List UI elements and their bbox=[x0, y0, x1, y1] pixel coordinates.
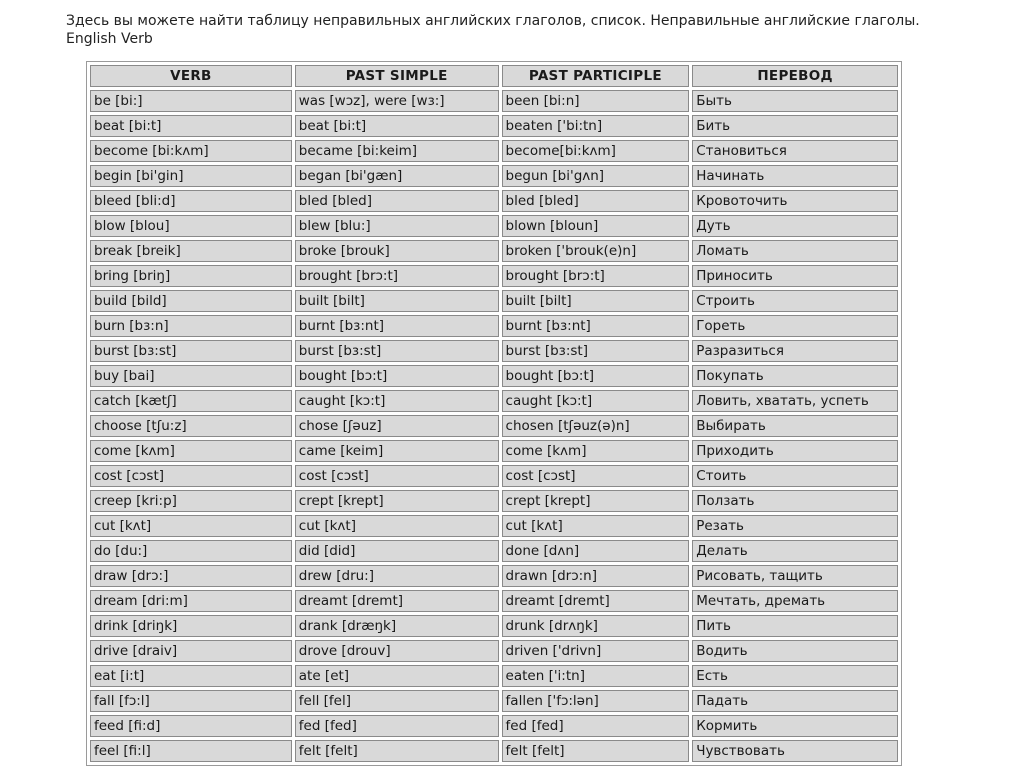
verb-cell: dream [dri:m] bbox=[90, 590, 292, 612]
verb-cell: build [bild] bbox=[90, 290, 292, 312]
past-participle-cell: become[bi:kʌm] bbox=[502, 140, 690, 162]
past-participle-cell: cut [kʌt] bbox=[502, 515, 690, 537]
past-simple-cell: drew [dru:] bbox=[295, 565, 499, 587]
table-row bbox=[90, 140, 898, 162]
translation-cell: Строить bbox=[692, 290, 898, 312]
table-row bbox=[90, 715, 898, 737]
translation-cell: Становиться bbox=[692, 140, 898, 162]
translation-cell: Делать bbox=[692, 540, 898, 562]
table-row bbox=[90, 415, 898, 437]
past-simple-cell: burnt [bɜ:nt] bbox=[295, 315, 499, 337]
table-row bbox=[90, 115, 898, 137]
intro-line-1: Здесь вы можете найти таблицу неправильных английских глаголов, список. Неправильные английские глаголы. bbox=[66, 13, 920, 29]
header-verb: VERB bbox=[90, 65, 292, 87]
translation-cell: Приносить bbox=[692, 265, 898, 287]
past-participle-cell: eaten ['i:tn] bbox=[502, 665, 690, 687]
verb-cell: buy [bai] bbox=[90, 365, 292, 387]
translation-cell: Ползать bbox=[692, 490, 898, 512]
table-row bbox=[90, 90, 898, 112]
verb-cell: bleed [bli:d] bbox=[90, 190, 292, 212]
past-participle-cell: begun [bi'gʌn] bbox=[502, 165, 690, 187]
translation-cell: Быть bbox=[692, 90, 898, 112]
past-participle-cell: brought [brɔ:t] bbox=[502, 265, 690, 287]
translation-cell: Ловить, хватать, успеть bbox=[692, 390, 898, 412]
past-simple-cell: drank [dræŋk] bbox=[295, 615, 499, 637]
verb-cell: become [bi:kʌm] bbox=[90, 140, 292, 162]
past-participle-cell: done [dʌn] bbox=[502, 540, 690, 562]
past-participle-cell: crept [krept] bbox=[502, 490, 690, 512]
past-simple-cell: beat [bi:t] bbox=[295, 115, 499, 137]
past-participle-cell: chosen [tʃəuz(ə)n] bbox=[502, 415, 690, 437]
table-row bbox=[90, 540, 898, 562]
verb-cell: drink [driŋk] bbox=[90, 615, 292, 637]
table-row bbox=[90, 265, 898, 287]
verb-cell: drive [draiv] bbox=[90, 640, 292, 662]
past-participle-cell: cost [cɔst] bbox=[502, 465, 690, 487]
past-participle-cell: built [bilt] bbox=[502, 290, 690, 312]
past-participle-cell: dreamt [dremt] bbox=[502, 590, 690, 612]
past-simple-cell: began [bi'gæn] bbox=[295, 165, 499, 187]
past-participle-cell: been [bi:n] bbox=[502, 90, 690, 112]
past-participle-cell: caught [kɔ:t] bbox=[502, 390, 690, 412]
translation-cell: Падать bbox=[692, 690, 898, 712]
table-row bbox=[90, 340, 898, 362]
past-simple-cell: blew [blu:] bbox=[295, 215, 499, 237]
verb-cell: beat [bi:t] bbox=[90, 115, 292, 137]
translation-cell: Гореть bbox=[692, 315, 898, 337]
table-body bbox=[90, 90, 898, 762]
past-simple-cell: burst [bɜ:st] bbox=[295, 340, 499, 362]
verb-cell: come [kʌm] bbox=[90, 440, 292, 462]
table-row bbox=[90, 215, 898, 237]
past-simple-cell: cut [kʌt] bbox=[295, 515, 499, 537]
verb-cell: do [du:] bbox=[90, 540, 292, 562]
past-simple-cell: brought [brɔ:t] bbox=[295, 265, 499, 287]
translation-cell: Начинать bbox=[692, 165, 898, 187]
translation-cell: Мечтать, дремать bbox=[692, 590, 898, 612]
translation-cell: Дуть bbox=[692, 215, 898, 237]
past-simple-cell: caught [kɔ:t] bbox=[295, 390, 499, 412]
table-row bbox=[90, 240, 898, 262]
past-simple-cell: did [did] bbox=[295, 540, 499, 562]
table-row bbox=[90, 640, 898, 662]
table-row bbox=[90, 515, 898, 537]
verb-cell: eat [i:t] bbox=[90, 665, 292, 687]
table-row bbox=[90, 365, 898, 387]
verb-cell: burn [bɜ:n] bbox=[90, 315, 292, 337]
past-simple-cell: dreamt [dremt] bbox=[295, 590, 499, 612]
translation-cell: Чувствовать bbox=[692, 740, 898, 762]
irregular-verbs-table bbox=[86, 61, 902, 766]
verb-cell: burst [bɜ:st] bbox=[90, 340, 292, 362]
past-simple-cell: bought [bɔ:t] bbox=[295, 365, 499, 387]
past-simple-cell: ate [et] bbox=[295, 665, 499, 687]
past-participle-cell: burst [bɜ:st] bbox=[502, 340, 690, 362]
past-participle-cell: blown [bloun] bbox=[502, 215, 690, 237]
verb-cell: draw [drɔ:] bbox=[90, 565, 292, 587]
past-simple-cell: fed [fed] bbox=[295, 715, 499, 737]
past-participle-cell: burnt [bɜ:nt] bbox=[502, 315, 690, 337]
verb-table-container bbox=[86, 61, 902, 768]
past-simple-cell: bled [bled] bbox=[295, 190, 499, 212]
past-participle-cell: fed [fed] bbox=[502, 715, 690, 737]
past-simple-cell: fell [fel] bbox=[295, 690, 499, 712]
translation-cell: Кровоточить bbox=[692, 190, 898, 212]
past-participle-cell: beaten ['bi:tn] bbox=[502, 115, 690, 137]
table-row bbox=[90, 290, 898, 312]
table-row bbox=[90, 690, 898, 712]
table-row bbox=[90, 490, 898, 512]
translation-cell: Приходить bbox=[692, 440, 898, 462]
translation-cell: Рисовать, тащить bbox=[692, 565, 898, 587]
intro-text bbox=[66, 12, 966, 48]
table-header-row bbox=[90, 65, 898, 87]
verb-cell: fall [fɔ:l] bbox=[90, 690, 292, 712]
verb-cell: choose [tʃu:z] bbox=[90, 415, 292, 437]
past-participle-cell: felt [felt] bbox=[502, 740, 690, 762]
table-row bbox=[90, 315, 898, 337]
past-simple-cell: crept [krept] bbox=[295, 490, 499, 512]
table-row bbox=[90, 565, 898, 587]
past-participle-cell: come [kʌm] bbox=[502, 440, 690, 462]
verb-cell: catch [kætʃ] bbox=[90, 390, 292, 412]
past-simple-cell: drove [drouv] bbox=[295, 640, 499, 662]
verb-cell: bring [briŋ] bbox=[90, 265, 292, 287]
intro-line-2: English Verb bbox=[66, 31, 153, 47]
past-participle-cell: fallen ['fɔ:lən] bbox=[502, 690, 690, 712]
past-participle-cell: broken ['brouk(e)n] bbox=[502, 240, 690, 262]
table-row bbox=[90, 390, 898, 412]
past-simple-cell: was [wɔz], were [wɜ:] bbox=[295, 90, 499, 112]
table-row bbox=[90, 665, 898, 687]
past-simple-cell: became [bi:keim] bbox=[295, 140, 499, 162]
verb-cell: break [breik] bbox=[90, 240, 292, 262]
translation-cell: Кормить bbox=[692, 715, 898, 737]
past-simple-cell: built [bilt] bbox=[295, 290, 499, 312]
translation-cell: Водить bbox=[692, 640, 898, 662]
past-simple-cell: cost [cɔst] bbox=[295, 465, 499, 487]
past-participle-cell: driven ['drivn] bbox=[502, 640, 690, 662]
header-translation: ПЕРЕВОД bbox=[692, 65, 898, 87]
table-row bbox=[90, 165, 898, 187]
past-participle-cell: drunk [drʌŋk] bbox=[502, 615, 690, 637]
table-row bbox=[90, 590, 898, 612]
translation-cell: Ломать bbox=[692, 240, 898, 262]
translation-cell: Разразиться bbox=[692, 340, 898, 362]
past-participle-cell: bled [bled] bbox=[502, 190, 690, 212]
table-row bbox=[90, 615, 898, 637]
header-past-participle: PAST PARTICIPLE bbox=[502, 65, 690, 87]
verb-cell: cost [cɔst] bbox=[90, 465, 292, 487]
verb-cell: feed [fi:d] bbox=[90, 715, 292, 737]
past-simple-cell: felt [felt] bbox=[295, 740, 499, 762]
past-participle-cell: bought [bɔ:t] bbox=[502, 365, 690, 387]
header-past-simple: PAST SIMPLE bbox=[295, 65, 499, 87]
verb-cell: be [bi:] bbox=[90, 90, 292, 112]
translation-cell: Есть bbox=[692, 665, 898, 687]
table-row bbox=[90, 465, 898, 487]
verb-cell: feel [fi:l] bbox=[90, 740, 292, 762]
translation-cell: Пить bbox=[692, 615, 898, 637]
past-simple-cell: chose [ʃəuz] bbox=[295, 415, 499, 437]
translation-cell: Покупать bbox=[692, 365, 898, 387]
translation-cell: Резать bbox=[692, 515, 898, 537]
verb-cell: begin [bi'gin] bbox=[90, 165, 292, 187]
past-simple-cell: came [keim] bbox=[295, 440, 499, 462]
table-row bbox=[90, 740, 898, 762]
translation-cell: Стоить bbox=[692, 465, 898, 487]
verb-cell: creep [kri:p] bbox=[90, 490, 292, 512]
translation-cell: Бить bbox=[692, 115, 898, 137]
table-row bbox=[90, 190, 898, 212]
past-participle-cell: drawn [drɔ:n] bbox=[502, 565, 690, 587]
past-simple-cell: broke [brouk] bbox=[295, 240, 499, 262]
verb-cell: cut [kʌt] bbox=[90, 515, 292, 537]
table-row bbox=[90, 440, 898, 462]
verb-cell: blow [blou] bbox=[90, 215, 292, 237]
translation-cell: Выбирать bbox=[692, 415, 898, 437]
